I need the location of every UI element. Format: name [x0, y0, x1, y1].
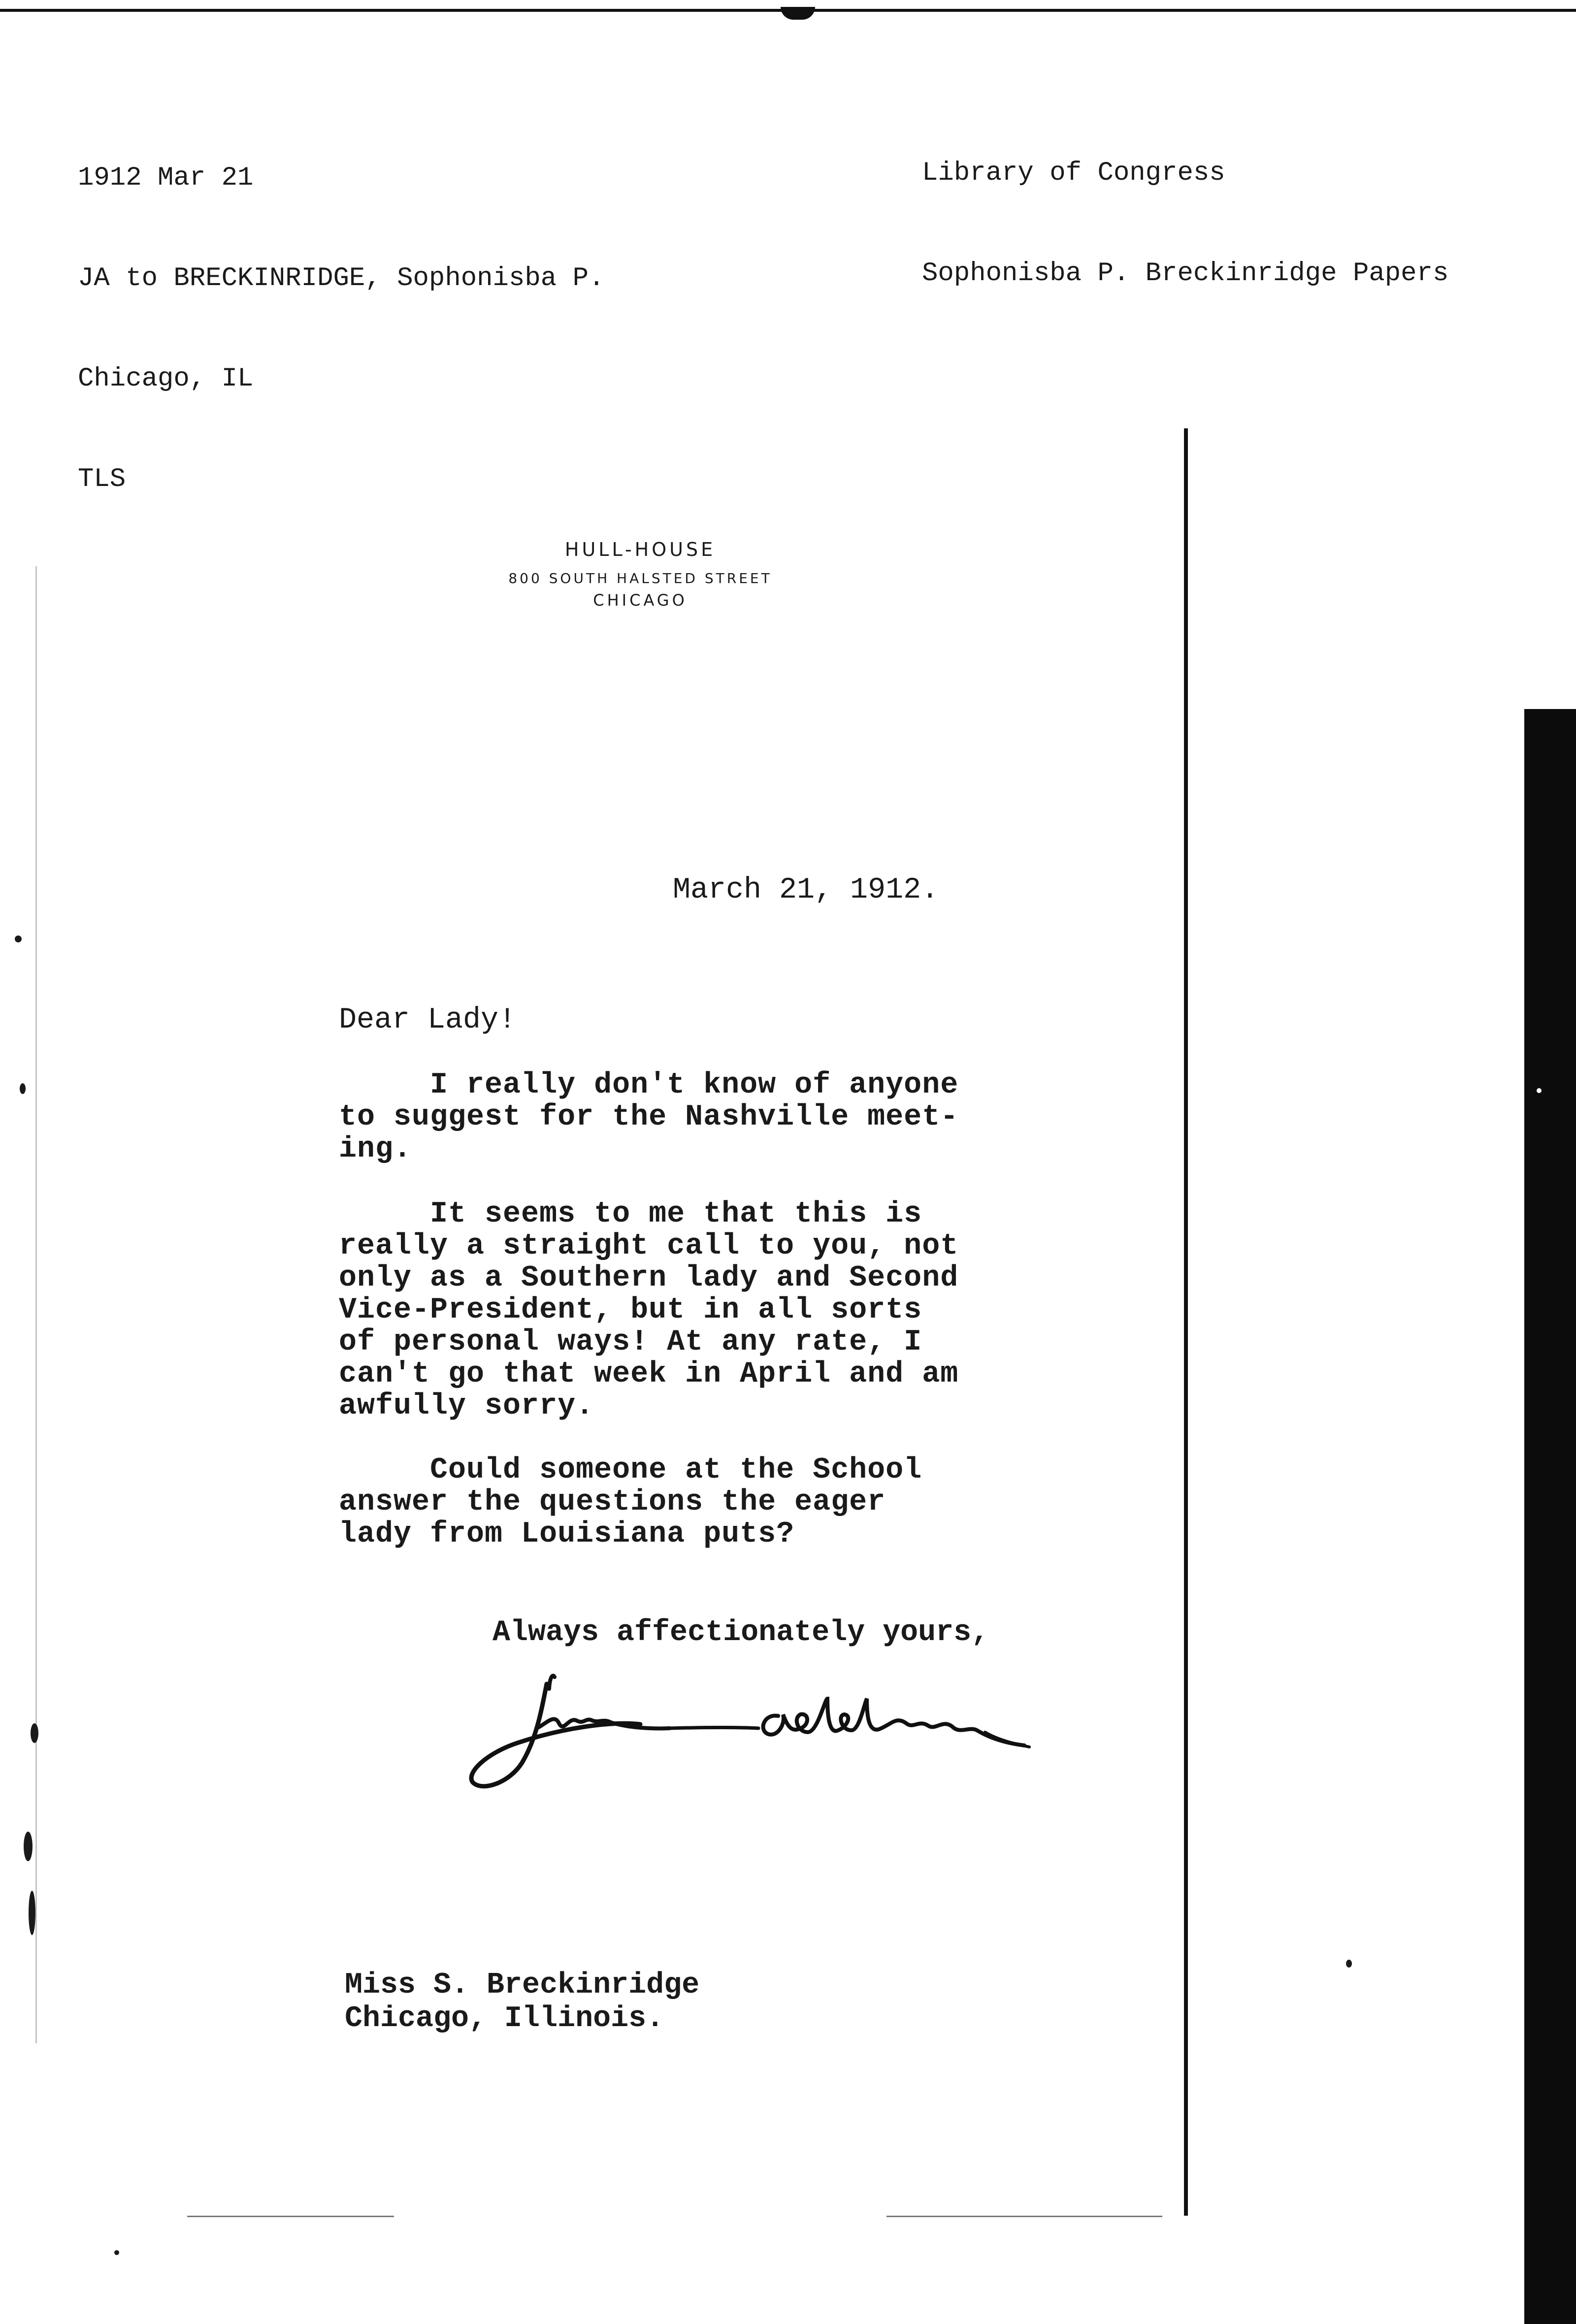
- closing: Always affectionately yours,: [492, 1616, 989, 1649]
- catalog-line: TLS: [78, 464, 126, 494]
- body-line: ing.: [339, 1132, 412, 1166]
- scan-speck: [1537, 1088, 1542, 1093]
- body-line: can't go that week in April and am: [339, 1357, 959, 1391]
- letter-date: March 21, 1912.: [673, 873, 939, 907]
- scan-left-edge: [35, 566, 37, 2043]
- catalog-line: JA to BRECKINRIDGE, Sophonisba P.: [78, 263, 605, 293]
- scan-speck: [1346, 1960, 1352, 1968]
- scan-speck: [15, 936, 22, 942]
- letterhead-name: HULL-HOUSE: [564, 539, 716, 560]
- body-paragraph: [339, 1069, 958, 1165]
- addressee-block: [345, 1969, 699, 2035]
- handwritten-signature: [463, 1669, 1074, 1802]
- scan-speck: [29, 1891, 35, 1935]
- scan-speck: [114, 2250, 119, 2255]
- addressee-line: Miss S. Breckinridge: [345, 1969, 700, 2002]
- scan-speck: [31, 1723, 38, 1743]
- scan-speck: [24, 1832, 33, 1861]
- body-line: I really don't know of anyone: [339, 1068, 959, 1102]
- archive-line: Library of Congress: [922, 158, 1225, 188]
- page-fold-line: [1184, 428, 1188, 2216]
- body-line: Could someone at the School: [339, 1453, 922, 1487]
- letterhead-city: CHICAGO: [593, 591, 688, 610]
- body-line: to suggest for the Nashville meet-: [339, 1100, 959, 1134]
- body-line: Vice-President, but in all sorts: [339, 1293, 922, 1327]
- body-line: only as a Southern lady and Second: [339, 1261, 959, 1295]
- scan-bottom-dash: [886, 2216, 1162, 2217]
- body-paragraph: [339, 1198, 958, 1422]
- salutation: Dear Lady!: [339, 1003, 517, 1037]
- archive-line: Sophonisba P. Breckinridge Papers: [922, 258, 1449, 289]
- scan-top-notch: [781, 7, 815, 20]
- body-paragraph: [339, 1454, 922, 1550]
- body-line: really a straight call to you, not: [339, 1229, 959, 1263]
- catalog-line: 1912 Mar 21: [78, 163, 254, 193]
- catalog-header: [78, 95, 604, 563]
- body-line: It seems to me that this is: [339, 1197, 922, 1231]
- scan-speck: [20, 1083, 26, 1094]
- scan-dark-margin: [1524, 709, 1576, 2324]
- catalog-line: Chicago, IL: [78, 364, 254, 394]
- addressee-line: Chicago, Illinois.: [345, 2002, 664, 2035]
- archive-header: [922, 90, 1448, 357]
- letterhead-street: 800 SOUTH HALSTED STREET: [508, 570, 772, 586]
- body-line: of personal ways! At any rate, I: [339, 1325, 922, 1359]
- body-line: awfully sorry.: [339, 1389, 594, 1423]
- body-line: answer the questions the eager: [339, 1485, 886, 1519]
- body-line: lady from Louisiana puts?: [339, 1517, 795, 1551]
- scan-bottom-dash: [187, 2216, 394, 2217]
